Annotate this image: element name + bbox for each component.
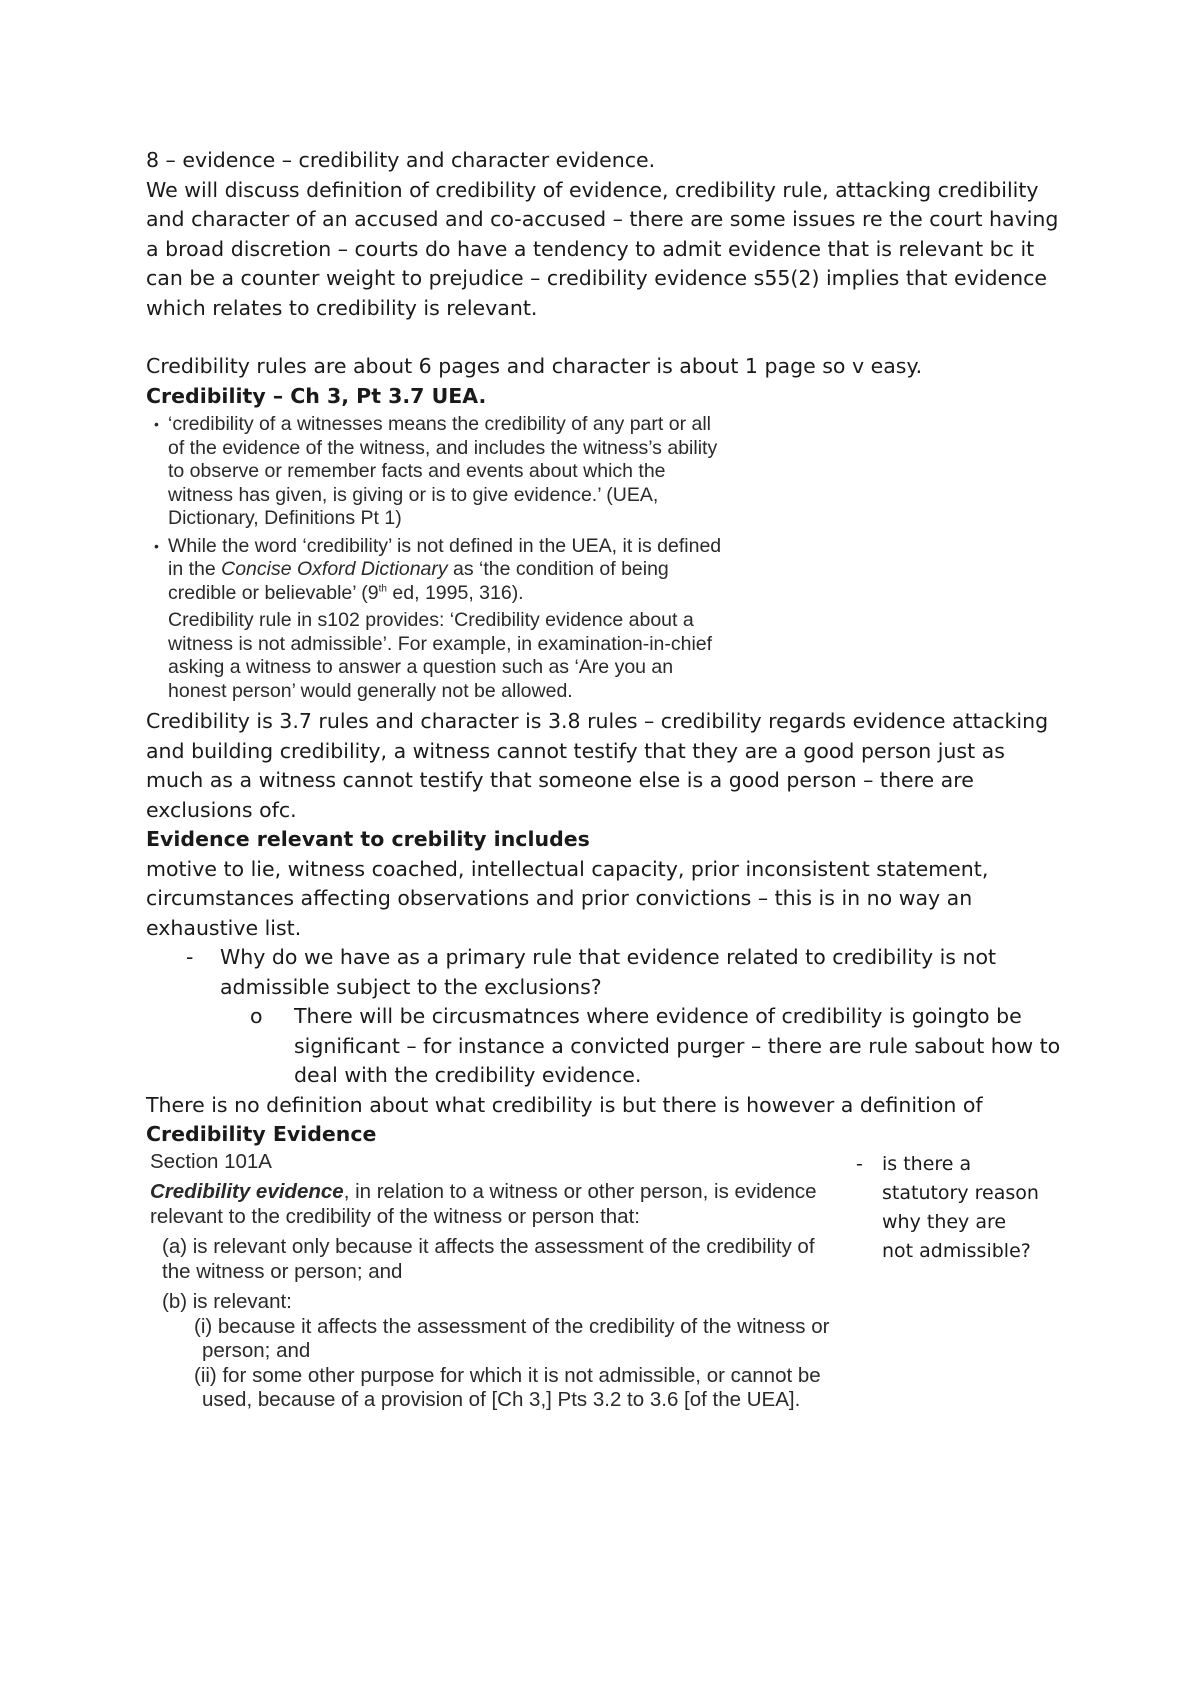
- excerpt-text: ed, 1995, 316).: [387, 581, 524, 604]
- spacer: [146, 323, 1066, 352]
- defined-term: Credibility evidence: [150, 1180, 344, 1203]
- credibility-heading: Credibility – Ch 3, Pt 3.7 UEA.: [146, 383, 487, 408]
- excerpt-credibility-rule: Credibility rule in s102 provides: ‘Credibility evidence about a witness is not admissible’. For example, in examination-in-chief asking a witness to answer a question such as ‘Are you an honest person’ would generally not be allowed.: [168, 609, 713, 702]
- dash-list: [146, 943, 1066, 1091]
- item-a: (a) is relevant only because it affects the assessment of the credibility of the witness or person; and: [162, 1235, 815, 1283]
- definition-text: , in relation to a witness or other person, is evidence relevant to the credibility of the witness or person that:: [150, 1180, 817, 1228]
- list-item: [146, 943, 1066, 1091]
- credibility-paragraph: Credibility is 3.7 rules and character is 3.8 rules – credibility regards evidence attacking and building credibility, a witness cannot testify that they are a good person just as much as a witness cannot testify that someone else is a good person – there are exclusions ofc.: [146, 709, 1049, 822]
- sub-list: [220, 1002, 1066, 1091]
- side-note-dash: -: [856, 1152, 863, 1175]
- ordinal-suffix: th: [378, 583, 387, 594]
- item-b-ii: (ii) for some other purpose for which it is not admissible, or cannot be used, because of a provision of [Ch 3,] Pts 3.2 to 3.6 [of the UEA].: [194, 1363, 821, 1411]
- pages-note: Credibility rules are about 6 pages and character is about 1 page so v easy.: [146, 354, 923, 378]
- intro-paragraph: We will discuss definition of credibility of evidence, credibility rule, attacking credibility and character of an accused and co-accused – there are some issues re the court having a broad discretion – courts do have a tendency to admit evidence that is relevant bc it can be a counter weight to prejudice – credibility evidence s55(2) implies that evidence which relates to credibility is relevant.: [146, 177, 1059, 320]
- relevant-heading: Evidence relevant to crebility includes: [146, 827, 590, 851]
- excerpt-bullet-definition: • ‘credibility of a witnesses means the credibility of any part or all of the evidence of the witness, and includes the witness’s ability to observe or remember facts and events about which the witness has given, is giving or is to give evidence.’ (UEA, Dictionary, Definitions Pt 1): [152, 413, 732, 531]
- section-101a-block: [146, 1150, 1066, 1475]
- definition-term: Credibility Evidence: [146, 1122, 377, 1146]
- uea-definition-excerpt: [152, 413, 732, 703]
- section-title: Section 101A: [150, 1149, 272, 1173]
- dictionary-name: Concise Oxford Dictionary: [221, 558, 448, 580]
- excerpt-text: as ‘the condition of being credible or believable’ (9: [168, 558, 669, 604]
- item-b: (b) is relevant:: [162, 1290, 292, 1313]
- item-b-i: (i) because it affects the assessment of the credibility of the witness or person; and: [194, 1314, 830, 1362]
- definition-line: [146, 1091, 1066, 1150]
- definition-text: There is no definition about what credibility is but there is however a definition of: [146, 1092, 983, 1117]
- side-note: [856, 1150, 1042, 1266]
- relevant-paragraph: motive to lie, witness coached, intellectual capacity, prior inconsistent statement, circumstances affecting observations and prior convictions – this is in no way an exhaustive list.: [146, 856, 989, 940]
- document-body: [146, 146, 1066, 1475]
- section-101a-excerpt: [150, 1150, 830, 1413]
- excerpt-text: While the word ‘credibility’ is not defined in the UEA, it is defined in the: [168, 534, 722, 580]
- sub-list-item: o There will be circusmatnces where evidence of credibility is goingto be significant – for instance a convicted purger – there are rule sabout how to deal with the credibility evidence.: [220, 1002, 1066, 1091]
- side-note-text: is there a statutory reason why they are not admissible?: [882, 1152, 1039, 1262]
- credibility-evidence-definition: [150, 1180, 830, 1229]
- document-title: 8 – evidence – credibility and character evidence.: [146, 148, 656, 172]
- excerpt-bullet-oxford: [152, 535, 732, 606]
- list-item-text: Why do we have as a primary rule that evidence related to credibility is not admissible subject to the exclusions?: [220, 945, 997, 999]
